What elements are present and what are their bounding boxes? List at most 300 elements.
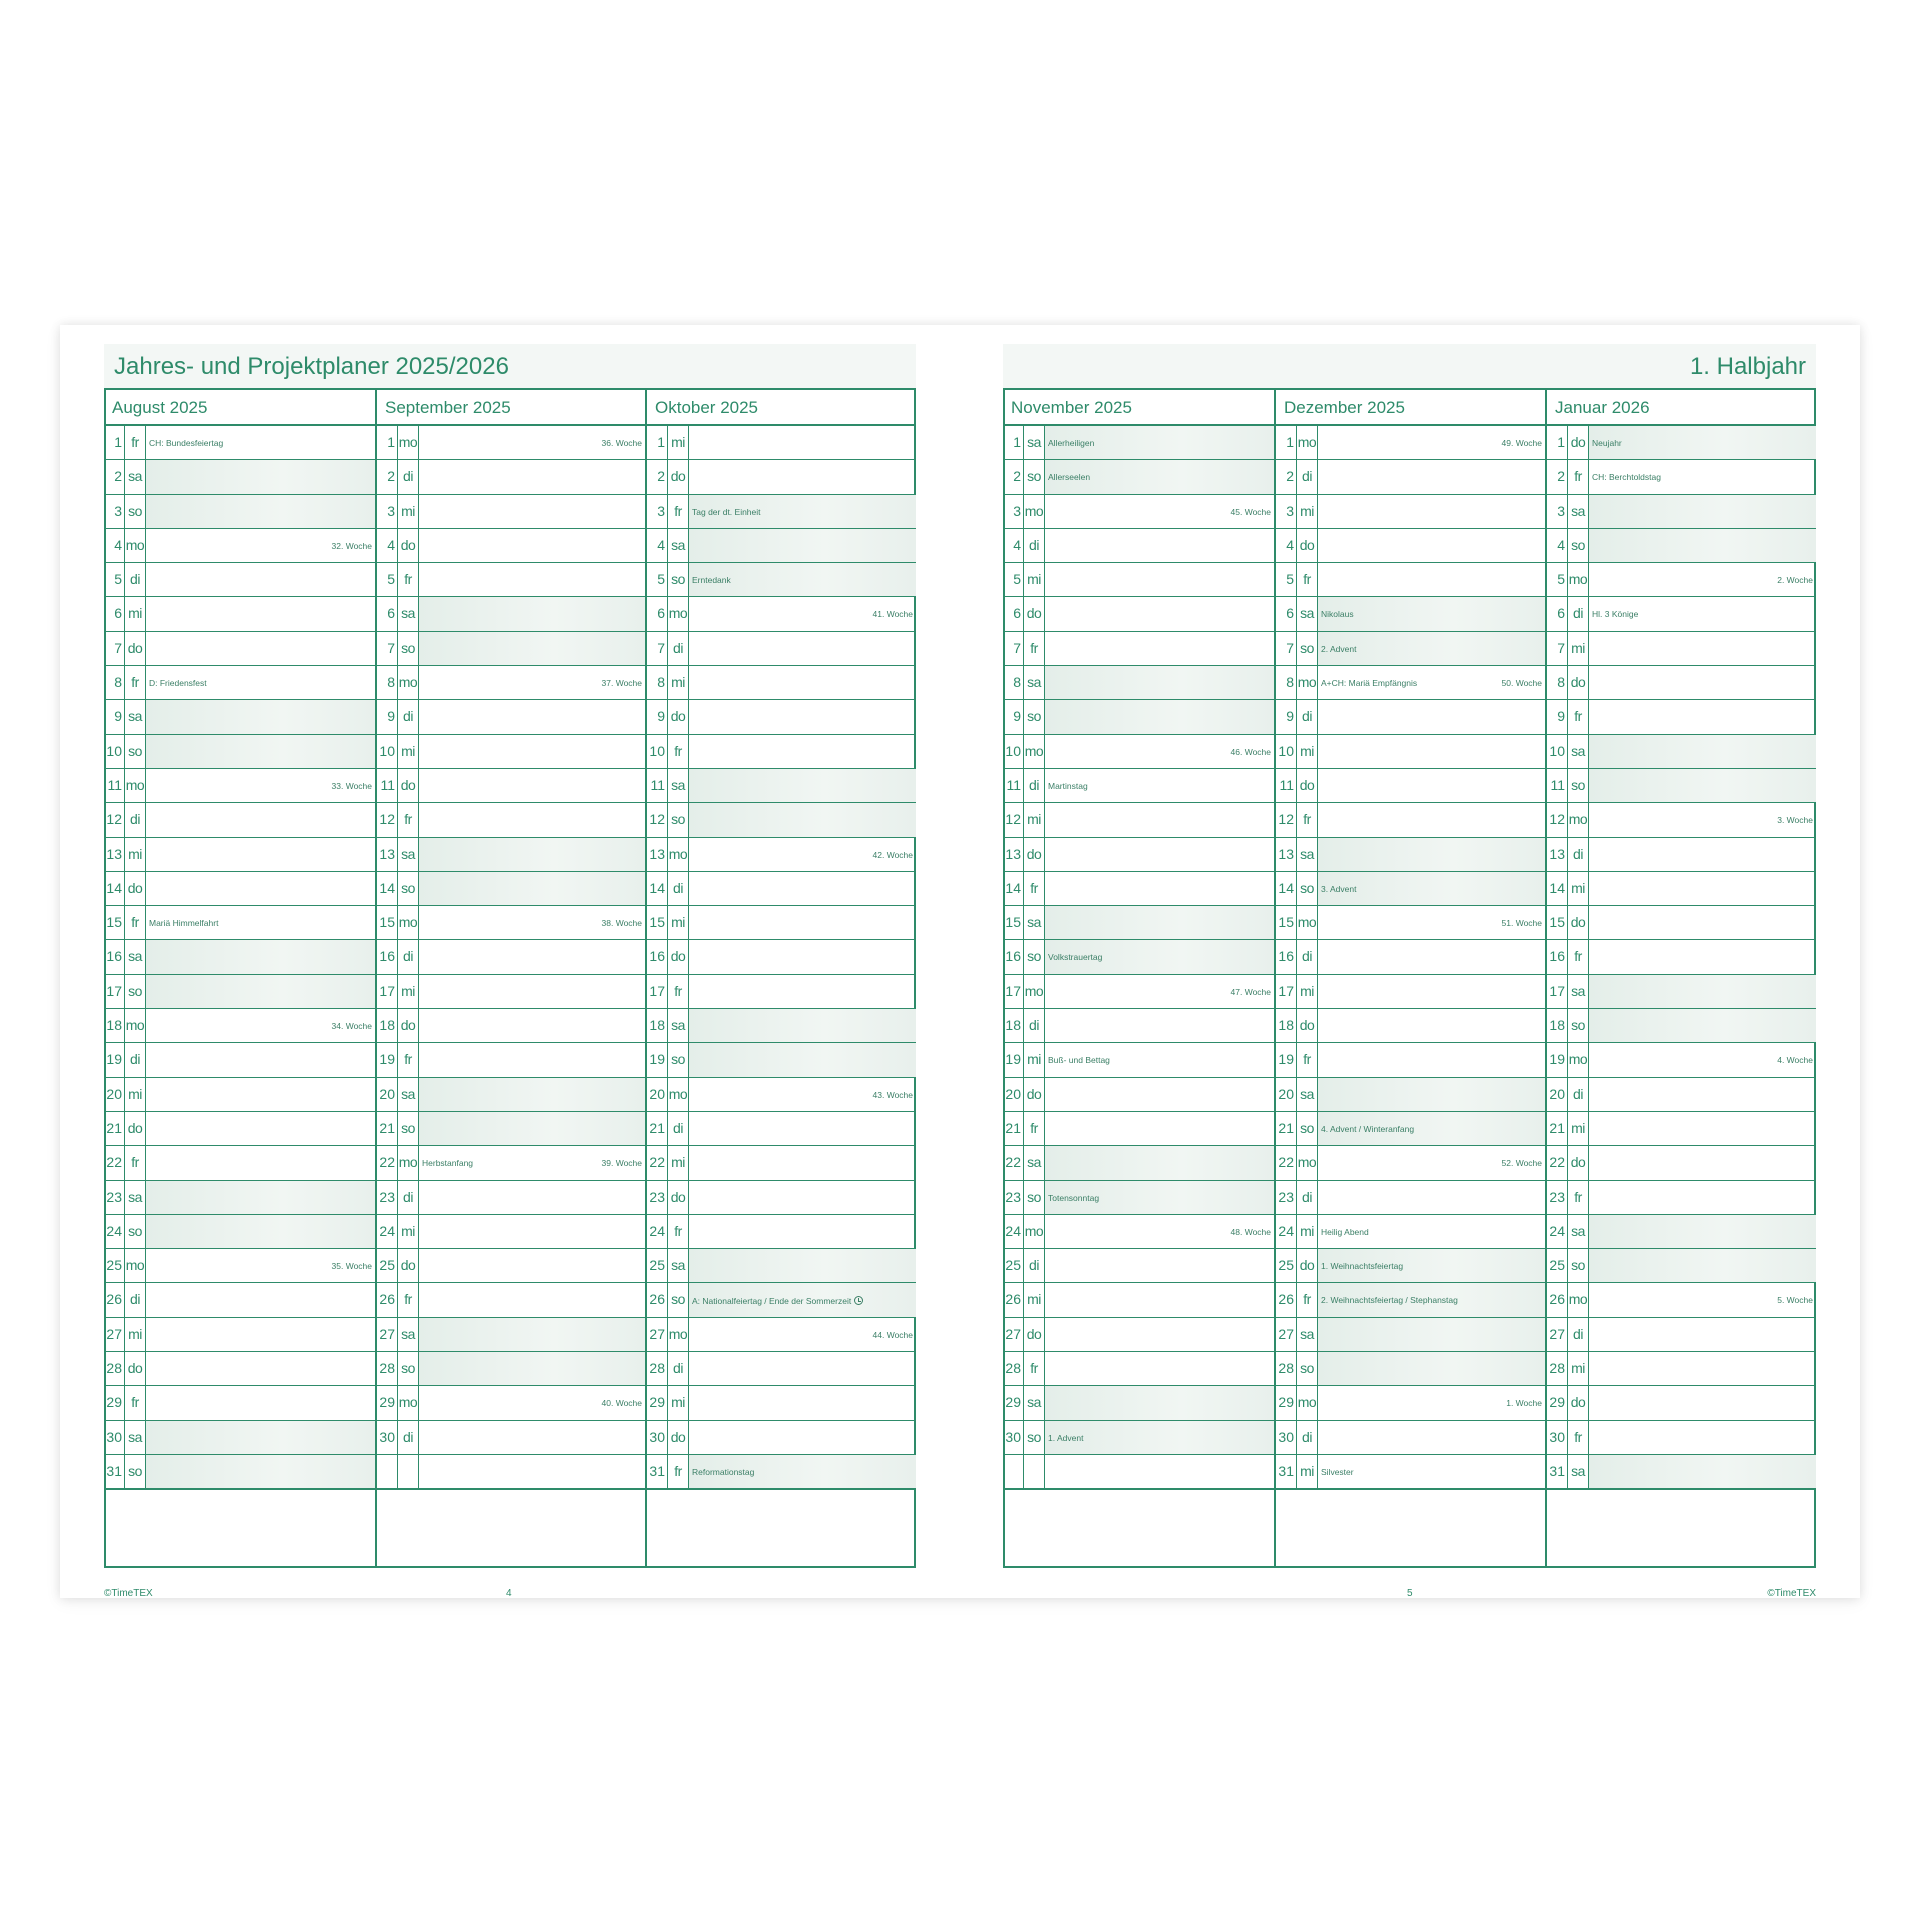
- day-row[interactable]: [377, 700, 645, 734]
- day-row[interactable]: [1003, 1009, 1274, 1043]
- day-note-cell[interactable]: [1589, 1181, 1816, 1214]
- day-note-cell[interactable]: [419, 529, 645, 562]
- day-note-cell[interactable]: [689, 529, 916, 562]
- day-row[interactable]: [1547, 1215, 1816, 1249]
- day-note-cell[interactable]: [419, 838, 645, 871]
- day-note-cell[interactable]: [146, 769, 375, 802]
- day-note-cell[interactable]: [689, 495, 916, 528]
- day-row[interactable]: [377, 1421, 645, 1455]
- day-note-cell[interactable]: [1045, 1009, 1274, 1042]
- day-note-cell[interactable]: [419, 1386, 645, 1419]
- day-row[interactable]: [1276, 700, 1545, 734]
- day-note-cell[interactable]: [146, 1249, 375, 1282]
- day-note-cell[interactable]: [146, 666, 375, 699]
- day-row[interactable]: [104, 906, 375, 940]
- day-note-cell[interactable]: [689, 700, 916, 733]
- day-row[interactable]: [104, 1455, 375, 1489]
- day-note-cell[interactable]: [419, 1043, 645, 1076]
- day-note-cell[interactable]: [1318, 1283, 1545, 1316]
- day-note-cell[interactable]: [1045, 1181, 1274, 1214]
- day-row[interactable]: [1003, 597, 1274, 631]
- day-note-cell[interactable]: [1045, 1283, 1274, 1316]
- day-row[interactable]: [647, 769, 916, 803]
- day-row[interactable]: [104, 769, 375, 803]
- day-note-cell[interactable]: [1318, 597, 1545, 630]
- day-note-cell[interactable]: [1318, 906, 1545, 939]
- day-note-cell[interactable]: [1318, 700, 1545, 733]
- day-note-cell[interactable]: [419, 1283, 645, 1316]
- day-note-cell[interactable]: [1318, 426, 1545, 459]
- day-note-cell[interactable]: [146, 1181, 375, 1214]
- day-row[interactable]: [104, 426, 375, 460]
- day-note-cell[interactable]: [689, 769, 916, 802]
- day-row[interactable]: [104, 529, 375, 563]
- day-row[interactable]: [1547, 1352, 1816, 1386]
- day-note-cell[interactable]: [689, 1078, 916, 1111]
- day-row[interactable]: [377, 872, 645, 906]
- day-note-cell[interactable]: [1045, 769, 1274, 802]
- day-row[interactable]: [377, 666, 645, 700]
- day-note-cell[interactable]: [689, 1352, 916, 1385]
- day-note-cell[interactable]: [146, 838, 375, 871]
- day-row[interactable]: [647, 666, 916, 700]
- day-row[interactable]: [1003, 666, 1274, 700]
- day-row[interactable]: [1276, 495, 1545, 529]
- day-note-cell[interactable]: [1045, 460, 1274, 493]
- day-row[interactable]: [1003, 1078, 1274, 1112]
- day-row[interactable]: [104, 1283, 375, 1317]
- day-note-cell[interactable]: [419, 597, 645, 630]
- day-note-cell[interactable]: [1589, 632, 1816, 665]
- day-note-cell[interactable]: [1318, 495, 1545, 528]
- day-row[interactable]: [1003, 872, 1274, 906]
- day-row[interactable]: [647, 495, 916, 529]
- day-note-cell[interactable]: [1589, 1043, 1816, 1076]
- day-note-cell[interactable]: [1589, 1283, 1816, 1316]
- day-row[interactable]: [1276, 1112, 1545, 1146]
- day-note-cell[interactable]: [146, 940, 375, 973]
- day-row[interactable]: [104, 460, 375, 494]
- day-note-cell[interactable]: [1589, 1386, 1816, 1419]
- day-note-cell[interactable]: [689, 460, 916, 493]
- day-note-cell[interactable]: [1589, 1215, 1816, 1248]
- day-row[interactable]: [1003, 1146, 1274, 1180]
- day-row[interactable]: [1276, 1318, 1545, 1352]
- day-row[interactable]: [1003, 1249, 1274, 1283]
- day-note-cell[interactable]: [1045, 872, 1274, 905]
- day-row[interactable]: [1547, 1421, 1816, 1455]
- day-note-cell[interactable]: [689, 1283, 916, 1316]
- day-note-cell[interactable]: [1045, 940, 1274, 973]
- day-note-cell[interactable]: [146, 906, 375, 939]
- day-row[interactable]: [104, 1249, 375, 1283]
- day-row[interactable]: [377, 1009, 645, 1043]
- day-row[interactable]: [1003, 906, 1274, 940]
- day-note-cell[interactable]: [1045, 597, 1274, 630]
- day-note-cell[interactable]: [1318, 1043, 1545, 1076]
- day-row[interactable]: [104, 1112, 375, 1146]
- day-row[interactable]: [1547, 1146, 1816, 1180]
- day-row[interactable]: [647, 1215, 916, 1249]
- day-row[interactable]: [1003, 1318, 1274, 1352]
- day-note-cell[interactable]: [419, 975, 645, 1008]
- day-note-cell[interactable]: [1318, 803, 1545, 836]
- day-row[interactable]: [1003, 1455, 1274, 1489]
- day-note-cell[interactable]: [146, 975, 375, 1008]
- day-note-cell[interactable]: [689, 940, 916, 973]
- day-note-cell[interactable]: [1318, 838, 1545, 871]
- day-note-cell[interactable]: [419, 1215, 645, 1248]
- day-row[interactable]: [1003, 1181, 1274, 1215]
- day-note-cell[interactable]: [1045, 563, 1274, 596]
- day-note-cell[interactable]: [419, 906, 645, 939]
- day-row[interactable]: [377, 1352, 645, 1386]
- day-row[interactable]: [1276, 563, 1545, 597]
- day-row[interactable]: [1547, 597, 1816, 631]
- day-note-cell[interactable]: [1589, 1009, 1816, 1042]
- day-row[interactable]: [377, 1215, 645, 1249]
- day-note-cell[interactable]: [146, 529, 375, 562]
- day-note-cell[interactable]: [1589, 1112, 1816, 1145]
- day-row[interactable]: [377, 597, 645, 631]
- day-note-cell[interactable]: [1589, 1146, 1816, 1179]
- day-row[interactable]: [1547, 838, 1816, 872]
- day-row[interactable]: [1547, 460, 1816, 494]
- day-row[interactable]: [1003, 803, 1274, 837]
- day-note-cell[interactable]: [689, 597, 916, 630]
- day-row[interactable]: [377, 1078, 645, 1112]
- day-row[interactable]: [647, 529, 916, 563]
- day-note-cell[interactable]: [689, 1318, 916, 1351]
- day-note-cell[interactable]: [1589, 769, 1816, 802]
- day-note-cell[interactable]: [146, 597, 375, 630]
- day-note-cell[interactable]: [146, 1215, 375, 1248]
- day-note-cell[interactable]: [146, 1146, 375, 1179]
- day-row[interactable]: [104, 1318, 375, 1352]
- day-row[interactable]: [1003, 460, 1274, 494]
- day-note-cell[interactable]: [1045, 666, 1274, 699]
- day-note-cell[interactable]: [1045, 1455, 1274, 1488]
- day-note-cell[interactable]: [419, 426, 645, 459]
- day-note-cell[interactable]: [1589, 666, 1816, 699]
- day-note-cell[interactable]: [1589, 1318, 1816, 1351]
- day-note-cell[interactable]: [146, 632, 375, 665]
- day-note-cell[interactable]: [1318, 975, 1545, 1008]
- day-row[interactable]: [377, 1043, 645, 1077]
- day-note-cell[interactable]: [1318, 529, 1545, 562]
- day-row[interactable]: [1276, 1009, 1545, 1043]
- day-note-cell[interactable]: [146, 426, 375, 459]
- day-row[interactable]: [377, 735, 645, 769]
- day-row[interactable]: [1003, 769, 1274, 803]
- day-row[interactable]: [1276, 1283, 1545, 1317]
- day-note-cell[interactable]: [146, 1421, 375, 1454]
- day-row[interactable]: [1276, 1043, 1545, 1077]
- day-row[interactable]: [1276, 1181, 1545, 1215]
- day-note-cell[interactable]: [146, 460, 375, 493]
- day-row[interactable]: [377, 1318, 645, 1352]
- day-note-cell[interactable]: [419, 872, 645, 905]
- day-note-cell[interactable]: [689, 1421, 916, 1454]
- day-note-cell[interactable]: [1318, 1078, 1545, 1111]
- day-note-cell[interactable]: [1318, 1009, 1545, 1042]
- day-note-cell[interactable]: [689, 563, 916, 596]
- day-note-cell[interactable]: [1589, 495, 1816, 528]
- day-note-cell[interactable]: [689, 975, 916, 1008]
- day-note-cell[interactable]: [1318, 1215, 1545, 1248]
- day-row[interactable]: [377, 529, 645, 563]
- day-row[interactable]: [104, 872, 375, 906]
- day-row[interactable]: [104, 975, 375, 1009]
- day-row[interactable]: [1276, 1455, 1545, 1489]
- day-note-cell[interactable]: [689, 735, 916, 768]
- day-note-cell[interactable]: [1318, 1386, 1545, 1419]
- day-row[interactable]: [1276, 975, 1545, 1009]
- day-row[interactable]: [1276, 1146, 1545, 1180]
- day-note-cell[interactable]: [419, 769, 645, 802]
- day-row[interactable]: [1547, 1455, 1816, 1489]
- day-row[interactable]: [377, 975, 645, 1009]
- day-row[interactable]: [1276, 632, 1545, 666]
- day-row[interactable]: [377, 1181, 645, 1215]
- day-row[interactable]: [377, 1386, 645, 1420]
- day-row[interactable]: [377, 1249, 645, 1283]
- day-note-cell[interactable]: [1589, 803, 1816, 836]
- day-note-cell[interactable]: [146, 1318, 375, 1351]
- day-note-cell[interactable]: [146, 700, 375, 733]
- day-row[interactable]: [1547, 700, 1816, 734]
- day-row[interactable]: [1003, 975, 1274, 1009]
- day-row[interactable]: [647, 940, 916, 974]
- day-note-cell[interactable]: [419, 666, 645, 699]
- day-row[interactable]: [1276, 460, 1545, 494]
- day-note-cell[interactable]: [1589, 563, 1816, 596]
- day-note-cell[interactable]: [419, 803, 645, 836]
- day-row[interactable]: [647, 1146, 916, 1180]
- day-note-cell[interactable]: [1318, 1112, 1545, 1145]
- day-row[interactable]: [1547, 735, 1816, 769]
- day-note-cell[interactable]: [1045, 1043, 1274, 1076]
- day-note-cell[interactable]: [146, 872, 375, 905]
- day-row[interactable]: [377, 838, 645, 872]
- day-row[interactable]: [1547, 1283, 1816, 1317]
- day-note-cell[interactable]: [419, 460, 645, 493]
- day-note-cell[interactable]: [419, 632, 645, 665]
- day-note-cell[interactable]: [689, 1112, 916, 1145]
- day-note-cell[interactable]: [689, 1215, 916, 1248]
- day-note-cell[interactable]: [419, 1181, 645, 1214]
- day-note-cell[interactable]: [1318, 1318, 1545, 1351]
- day-note-cell[interactable]: [1318, 735, 1545, 768]
- day-row[interactable]: [647, 1318, 916, 1352]
- day-row[interactable]: [1003, 563, 1274, 597]
- day-note-cell[interactable]: [1045, 495, 1274, 528]
- day-note-cell[interactable]: [419, 1421, 645, 1454]
- day-row[interactable]: [1547, 529, 1816, 563]
- day-note-cell[interactable]: [1589, 597, 1816, 630]
- day-row[interactable]: [647, 1249, 916, 1283]
- day-row[interactable]: [104, 940, 375, 974]
- day-note-cell[interactable]: [146, 1112, 375, 1145]
- day-note-cell[interactable]: [1045, 838, 1274, 871]
- day-note-cell[interactable]: [1589, 529, 1816, 562]
- day-note-cell[interactable]: [1589, 735, 1816, 768]
- day-row[interactable]: [377, 906, 645, 940]
- day-note-cell[interactable]: [146, 563, 375, 596]
- day-row[interactable]: [1547, 1386, 1816, 1420]
- day-note-cell[interactable]: [146, 1043, 375, 1076]
- day-note-cell[interactable]: [1318, 1352, 1545, 1385]
- day-note-cell[interactable]: [1318, 940, 1545, 973]
- day-row[interactable]: [1547, 632, 1816, 666]
- day-note-cell[interactable]: [1045, 1352, 1274, 1385]
- day-row[interactable]: [647, 632, 916, 666]
- day-note-cell[interactable]: [1045, 1112, 1274, 1145]
- day-note-cell[interactable]: [1589, 906, 1816, 939]
- day-row[interactable]: [1547, 769, 1816, 803]
- day-note-cell[interactable]: [1318, 1249, 1545, 1282]
- day-row[interactable]: [1003, 632, 1274, 666]
- day-row[interactable]: [377, 1455, 645, 1489]
- day-note-cell[interactable]: [1045, 1215, 1274, 1248]
- day-note-cell[interactable]: [1045, 1318, 1274, 1351]
- day-row[interactable]: [1276, 597, 1545, 631]
- day-row[interactable]: [104, 1421, 375, 1455]
- day-row[interactable]: [647, 872, 916, 906]
- day-row[interactable]: [1547, 872, 1816, 906]
- day-note-cell[interactable]: [689, 1455, 916, 1488]
- day-row[interactable]: [104, 1078, 375, 1112]
- day-note-cell[interactable]: [419, 1318, 645, 1351]
- day-row[interactable]: [377, 495, 645, 529]
- day-row[interactable]: [1003, 838, 1274, 872]
- day-row[interactable]: [104, 666, 375, 700]
- day-row[interactable]: [1003, 1043, 1274, 1077]
- day-row[interactable]: [377, 1283, 645, 1317]
- day-note-cell[interactable]: [419, 1078, 645, 1111]
- day-note-cell[interactable]: [1045, 1249, 1274, 1282]
- day-row[interactable]: [647, 1078, 916, 1112]
- day-row[interactable]: [1547, 1078, 1816, 1112]
- day-row[interactable]: [104, 1181, 375, 1215]
- day-row[interactable]: [647, 803, 916, 837]
- day-row[interactable]: [104, 495, 375, 529]
- day-note-cell[interactable]: [1589, 700, 1816, 733]
- day-note-cell[interactable]: [1318, 1421, 1545, 1454]
- day-row[interactable]: [647, 1421, 916, 1455]
- day-row[interactable]: [1003, 1386, 1274, 1420]
- day-note-cell[interactable]: [146, 803, 375, 836]
- day-note-cell[interactable]: [1045, 906, 1274, 939]
- day-note-cell[interactable]: [419, 495, 645, 528]
- day-row[interactable]: [647, 1181, 916, 1215]
- day-row[interactable]: [647, 1283, 916, 1317]
- day-row[interactable]: [104, 1215, 375, 1249]
- day-row[interactable]: [1003, 1352, 1274, 1386]
- day-note-cell[interactable]: [689, 872, 916, 905]
- day-note-cell[interactable]: [419, 563, 645, 596]
- day-row[interactable]: [647, 1009, 916, 1043]
- day-row[interactable]: [1276, 426, 1545, 460]
- day-row[interactable]: [1003, 1112, 1274, 1146]
- day-note-cell[interactable]: [1318, 1455, 1545, 1488]
- day-row[interactable]: [104, 1043, 375, 1077]
- day-row[interactable]: [647, 1043, 916, 1077]
- day-row[interactable]: [1003, 735, 1274, 769]
- day-note-cell[interactable]: [419, 700, 645, 733]
- day-row[interactable]: [1547, 1249, 1816, 1283]
- day-note-cell[interactable]: [419, 1146, 645, 1179]
- day-note-cell[interactable]: [1045, 1421, 1274, 1454]
- day-note-cell[interactable]: [419, 1249, 645, 1282]
- day-row[interactable]: [1547, 1181, 1816, 1215]
- day-note-cell[interactable]: [1589, 975, 1816, 1008]
- day-row[interactable]: [647, 735, 916, 769]
- day-row[interactable]: [1276, 666, 1545, 700]
- day-row[interactable]: [647, 1455, 916, 1489]
- day-row[interactable]: [647, 1352, 916, 1386]
- day-row[interactable]: [104, 1009, 375, 1043]
- day-row[interactable]: [1276, 1215, 1545, 1249]
- day-row[interactable]: [1547, 940, 1816, 974]
- day-note-cell[interactable]: [689, 632, 916, 665]
- day-note-cell[interactable]: [1045, 426, 1274, 459]
- day-note-cell[interactable]: [1589, 940, 1816, 973]
- day-row[interactable]: [1276, 906, 1545, 940]
- day-note-cell[interactable]: [689, 1181, 916, 1214]
- day-note-cell[interactable]: [419, 1009, 645, 1042]
- day-note-cell[interactable]: [146, 1283, 375, 1316]
- day-row[interactable]: [647, 700, 916, 734]
- day-note-cell[interactable]: [1589, 872, 1816, 905]
- day-note-cell[interactable]: [1318, 872, 1545, 905]
- day-row[interactable]: [1276, 735, 1545, 769]
- day-note-cell[interactable]: [1045, 735, 1274, 768]
- day-note-cell[interactable]: [419, 1352, 645, 1385]
- day-note-cell[interactable]: [146, 1455, 375, 1488]
- day-row[interactable]: [1547, 975, 1816, 1009]
- day-note-cell[interactable]: [1589, 460, 1816, 493]
- day-note-cell[interactable]: [1318, 563, 1545, 596]
- day-note-cell[interactable]: [1318, 460, 1545, 493]
- day-row[interactable]: [647, 597, 916, 631]
- day-row[interactable]: [104, 700, 375, 734]
- day-row[interactable]: [104, 735, 375, 769]
- day-note-cell[interactable]: [1045, 1078, 1274, 1111]
- day-note-cell[interactable]: [689, 426, 916, 459]
- day-row[interactable]: [1276, 1078, 1545, 1112]
- day-row[interactable]: [647, 1386, 916, 1420]
- day-row[interactable]: [104, 632, 375, 666]
- day-note-cell[interactable]: [689, 1043, 916, 1076]
- day-row[interactable]: [1547, 1009, 1816, 1043]
- day-row[interactable]: [1276, 1386, 1545, 1420]
- day-row[interactable]: [104, 1386, 375, 1420]
- day-row[interactable]: [1276, 838, 1545, 872]
- day-row[interactable]: [1547, 803, 1816, 837]
- day-row[interactable]: [377, 632, 645, 666]
- day-row[interactable]: [1547, 426, 1816, 460]
- day-note-cell[interactable]: [1318, 769, 1545, 802]
- day-row[interactable]: [1547, 495, 1816, 529]
- day-row[interactable]: [1003, 1215, 1274, 1249]
- day-row[interactable]: [377, 460, 645, 494]
- day-note-cell[interactable]: [1045, 975, 1274, 1008]
- day-note-cell[interactable]: [1045, 632, 1274, 665]
- day-note-cell[interactable]: [1045, 803, 1274, 836]
- day-row[interactable]: [377, 1146, 645, 1180]
- day-note-cell[interactable]: [419, 1455, 645, 1488]
